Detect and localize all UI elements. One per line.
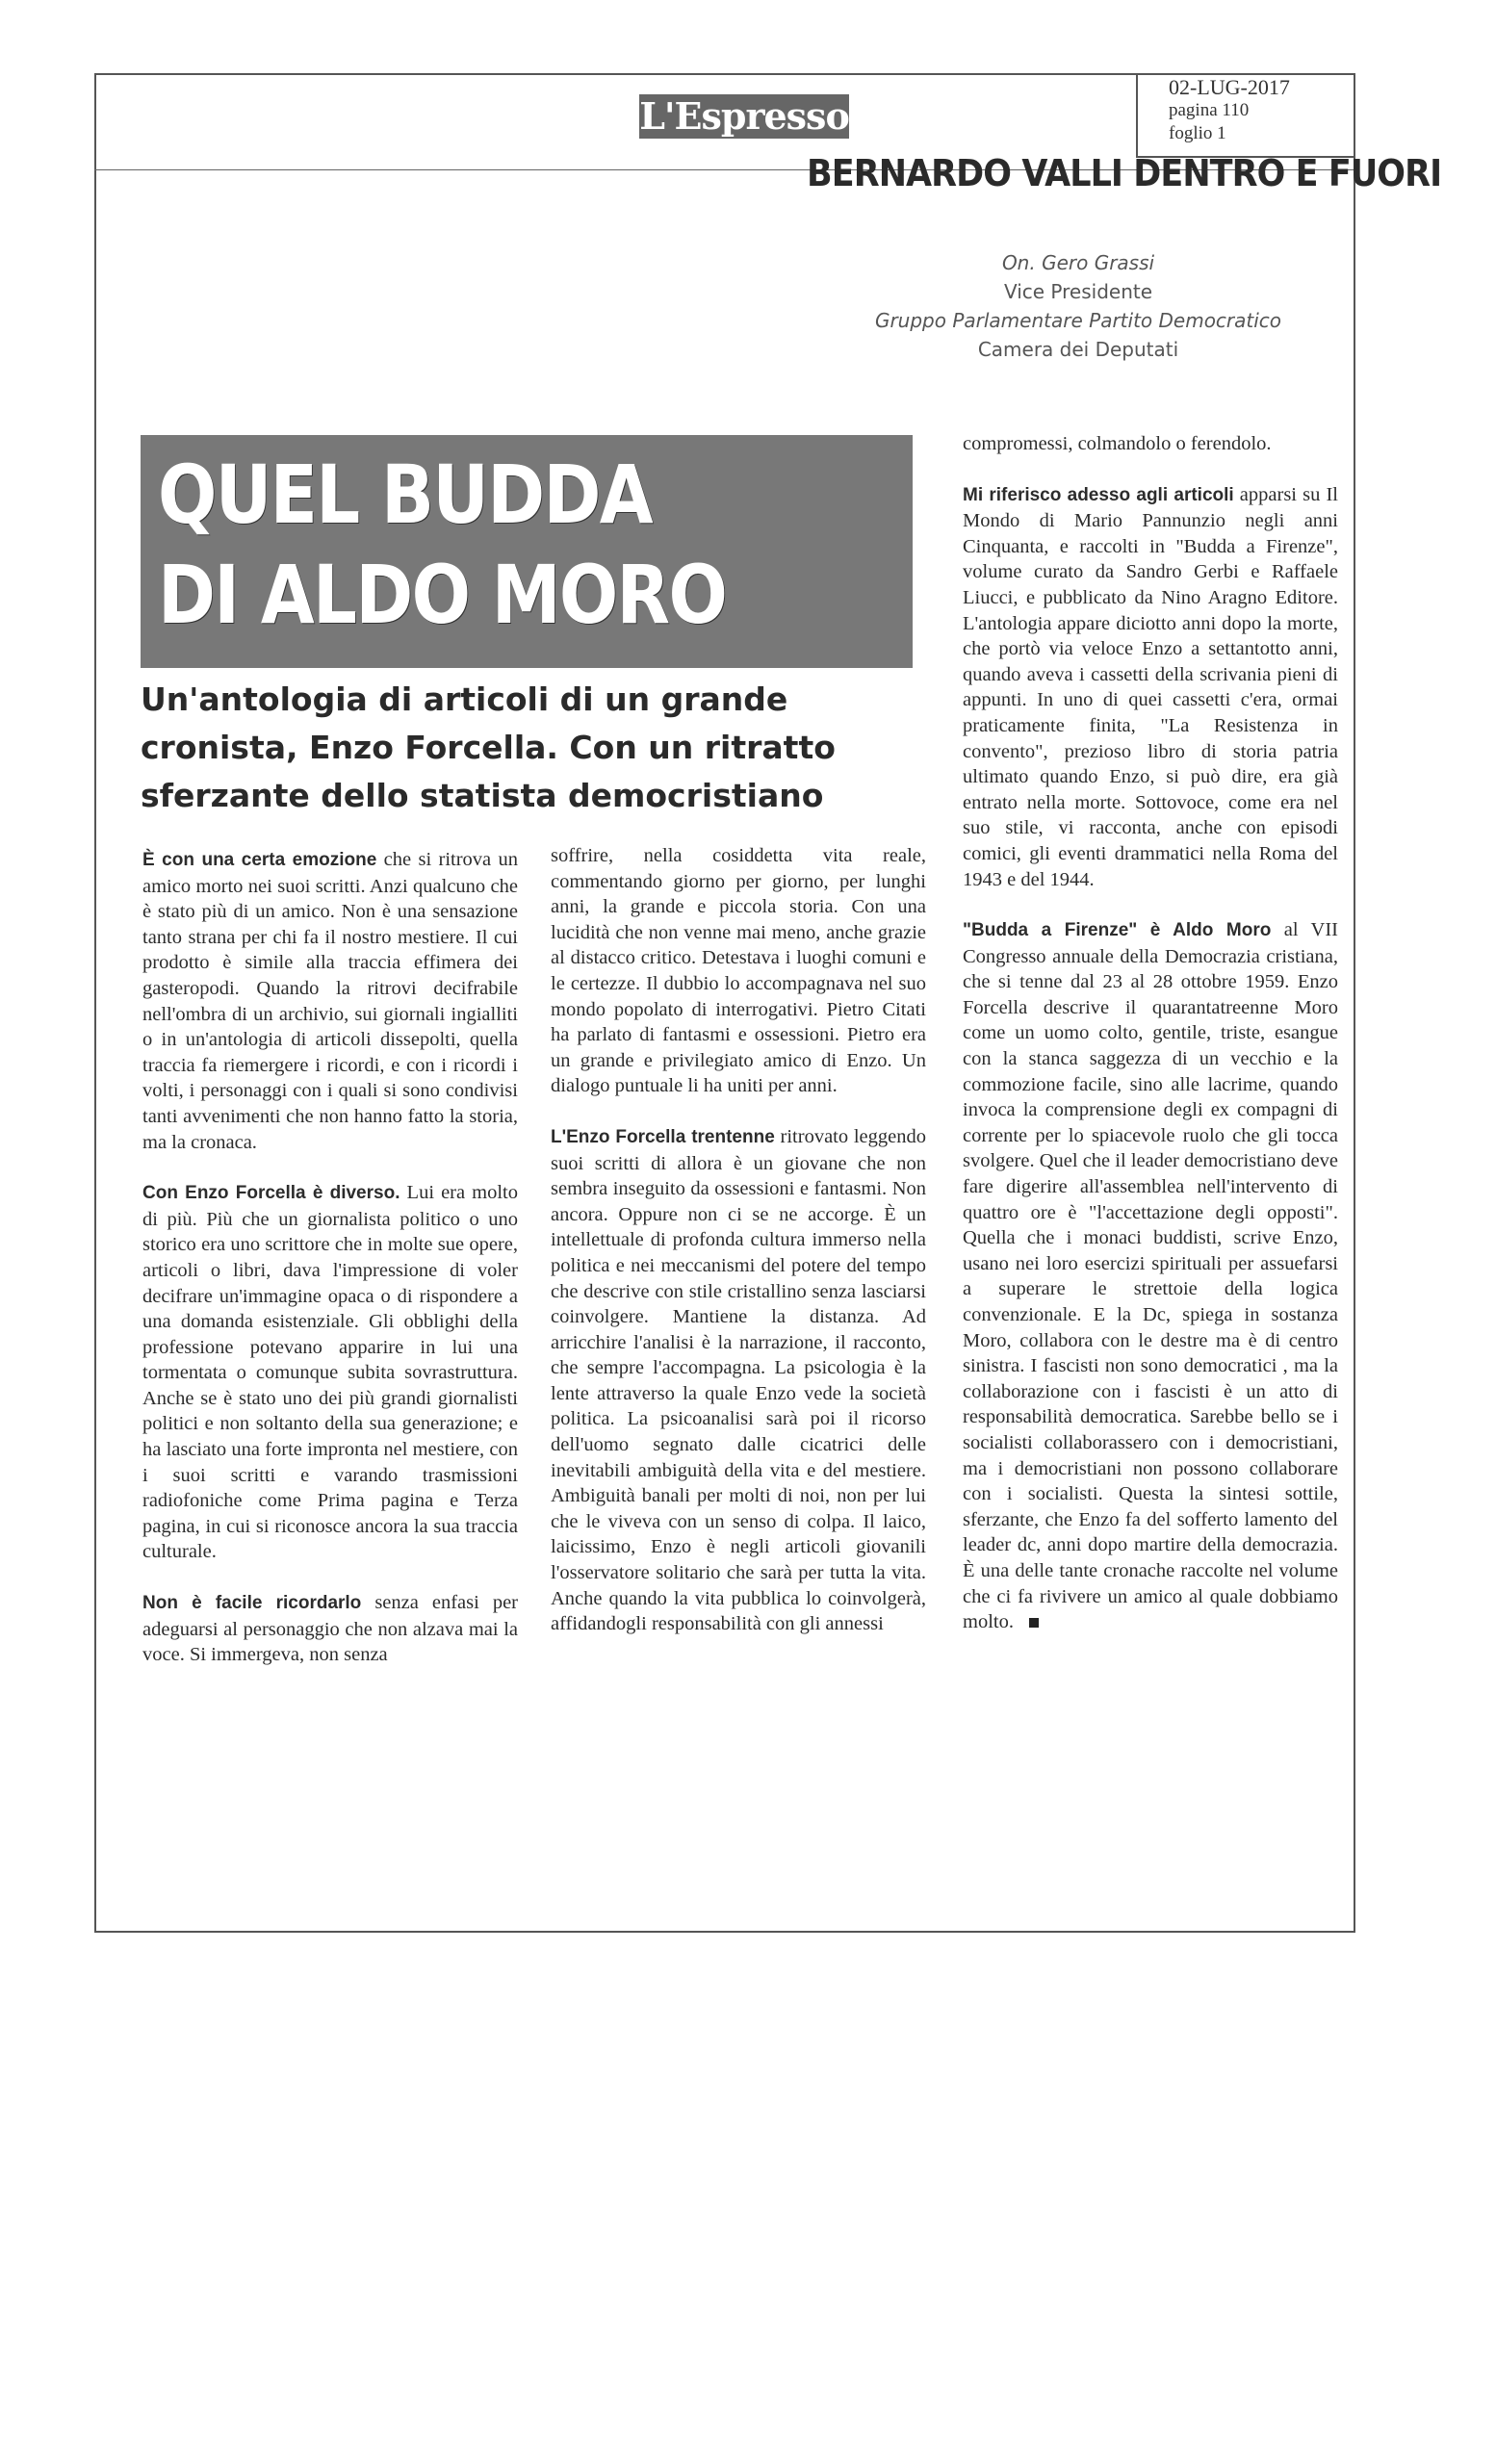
paragraph bbox=[551, 843, 926, 1099]
paragraph-text: soffrire, nella cosiddetta vita reale, commentando giorno per giorno, per lunghi anni, la grande e piccola storia. Con una lucidità che non venne mai meno, anche grazie al distacco critico. Detestava i luoghi comuni e le certezze. Il dubbio lo accompagnava nel suo mondo popolato di interrogativi. Pietro Citati ha parlato di fantasmi e ossessioni. Pietro era un grande e privilegiato amico di Enzo. Un dialogo puntuale li ha uniti per anni. bbox=[551, 845, 926, 1097]
end-of-article-mark bbox=[1029, 1618, 1039, 1628]
article-column-3 bbox=[963, 431, 1338, 1660]
paragraph-lead: "Budda a Firenze" è Aldo Moro bbox=[963, 920, 1272, 941]
paragraph-text: che si ritrova un amico morto nei suoi scritti. Anzi qualcuno che è stato più di un amico. Non è una sensazione tanto strana per chi fa il nostro mestiere. Il cui prodotto è simile alla traccia effimera dei gasteropodi. Quando la ritrovi decifrabile nell'ombra di un archivio, sui giornali ingialliti o in un'antologia di articoli dissepolti, quella traccia fa riemergere i ricordi, e con i ricordi i volti, i personaggi con i quali si sono condivisi tanti avvenimenti che non hanno fatto la storia, ma la cronaca. bbox=[142, 849, 518, 1153]
paragraph-lead: È con una certa emozione bbox=[142, 850, 377, 870]
paragraph bbox=[963, 482, 1338, 893]
stamp-role: Vice Presidente bbox=[1003, 280, 1153, 303]
clipping-sheet: foglio 1 bbox=[1169, 123, 1226, 143]
clipping-page: pagina 110 bbox=[1169, 100, 1250, 120]
article-title bbox=[158, 445, 804, 645]
article-subtitle: Un'antologia di articoli di un grande cronista, Enzo Forcella. Con un ritratto sferzante dello statista democristiano bbox=[141, 680, 836, 814]
stamp-name: On. Gero Grassi bbox=[1001, 251, 1155, 274]
article-column-2 bbox=[551, 843, 926, 1662]
clipping-date: 02-LUG-2017 bbox=[1169, 75, 1290, 99]
paragraph-lead: L'Enzo Forcella trentenne bbox=[551, 1126, 775, 1147]
paragraph-text: ritrovato leggendo suoi scritti di allora è un giovane che non sembra inseguito da ossessioni e fantasmi. Non ancora. Oppure non ci se ne accorge. È un intellettuale di profonda cultura immerso nella politica e nei meccanismi del potere del tempo che descrive con stile cristallino senza lasciarsi coinvolgere. Mantiene la distanza. Ad arricchire l'analisi è la narrazione, il racconto, che sempre l'accompagna. La psicologia è la lente attraverso la quale Enzo vede la società politica. La psicoanalisi sarà poi il ricorso dell'uomo segnato dalle cicatrici delle inevitabili ambiguità della vita e del mestiere. Ambiguità banali per molti di noi, non per lui che le viveva con un senso di colpa. Il laico, laicissimo, Enzo è negli articoli giovanili l'osservatore solitario che sarà per tutta la vita. Anche quando la vita pubblica lo coinvolgerà, affidandogli responsabilità con gli annessi bbox=[551, 1125, 927, 1635]
stamp-group: Gruppo Parlamentare Partito Democratico bbox=[874, 309, 1282, 332]
paragraph-text: senza enfasi per adeguarsi al personaggio che non alzava mai la voce. Si immergeva, non senza bbox=[142, 1592, 518, 1666]
article-column-1 bbox=[142, 847, 518, 1693]
paragraph-lead: Con Enzo Forcella è diverso. bbox=[142, 1183, 400, 1204]
paragraph-text: Lui era molto di più. Più che un giornalista politico o uno storico era uno scrittore che in molte sue opere, articoli o libri, dava l'impressione di voler decifrare un'immagine opaca o di rispondere a una domanda esistenziale. Gli obblighi della professione potevano apparire in lui una tormentata o comunque subita sovrastruttura. Anche se è stato uno dei più grandi giornalisti politici e non soltanto della sua generazione; e ha lasciato una forte impronta nel mestiere, con i suoi scritti e varando trasmissioni radiofoniche come Prima pagina e Terza pagina, in cui si riconosce ancora la sua traccia culturale. bbox=[142, 1182, 518, 1563]
deputy-stamp bbox=[866, 248, 1290, 364]
paragraph bbox=[142, 1180, 518, 1565]
paragraph-text: apparsi su Il Mondo di Mario Pannunzio negli anni Cinquanta, e raccolti in "Budda a Firenze", volume curato da Sandro Gerbi e Raffaele Liucci, e pubblicato da Nino Aragno Editore. L'antologia appare diciotto anni dopo la morte, che portò via veloce Enzo a settantotto anni, quando aveva i cassetti della scrivania pieni di appunti. In uno di quei cassetti c'era, ormai praticamente finita, "La Resistenza in convento", prezioso libro di storia patria ultimato quando Enzo, si può dire, era già entrato nella morte. Sottovoce, come era nel suo stile, vi racconta, anche con episodi comici, gli eventi drammatici nella Roma del 1943 e del 1944. bbox=[963, 483, 1338, 890]
paragraph-lead: Mi riferisco adesso agli articoli bbox=[963, 484, 1234, 505]
paragraph bbox=[551, 1124, 926, 1637]
publication-logo: L'Espresso bbox=[639, 94, 849, 138]
paragraph-text: al VII Congresso annuale della Democrazia cristiana, che si tenne dal 23 al 28 ottobre 1959. Enzo Forcella descrive il quarantatreenne Moro come un uomo colto, gentile, triste, esangue con la stanca saggezza di un vecchio e la commozione facile, sino alle lacrime, quando invoca la comprensione degli ex compagni di corrente per lo spiacevole ruolo che gli tocca svolgere. Quel che il leader democristiano deve fare digerire all'assemblea nell'intervento di quattro ore è "l'accettazione degli opposti". Quella che i monaci buddisti, scrive Enzo, usano nei loro esercizi spirituali per assuefarsi a superare le strettoie della logica convenzionale. E la Dc, spiega in sostanza Moro, collabora con le destre ma è di centro sinistra. I fascisti non sono democratici , ma la collaborazione con i fascisti è un atto di responsabilità democratica. Sarebbe bello se i socialisti collaborassero con i democristiani, ma i democristiani non possono collaborare con i socialisti. Questa la sintesi sottile, sferzante, che Enzo fa del sofferto lamento del leader dc, anni dopo martire della democrazia. È una delle tante cronache raccolte nel volume che ci fa rivivere un amico al quale dobbiamo molto. bbox=[963, 919, 1338, 1633]
section-heading: BERNARDO VALLI DENTRO E FUORI bbox=[807, 152, 1442, 194]
paragraph-text: compromessi, colmandolo o ferendolo. bbox=[963, 433, 1272, 454]
title-line-2: DI ALDO MORO bbox=[158, 548, 727, 642]
clipping-info-box bbox=[1136, 73, 1355, 158]
paragraph bbox=[963, 431, 1338, 457]
paragraph bbox=[963, 917, 1338, 1635]
paragraph bbox=[142, 1590, 518, 1668]
paragraph bbox=[142, 847, 518, 1155]
title-line-1: QUEL BUDDA bbox=[158, 448, 652, 542]
paragraph-lead: Non è facile ricordarlo bbox=[142, 1593, 362, 1614]
stamp-chamber: Camera dei Deputati bbox=[977, 338, 1179, 361]
